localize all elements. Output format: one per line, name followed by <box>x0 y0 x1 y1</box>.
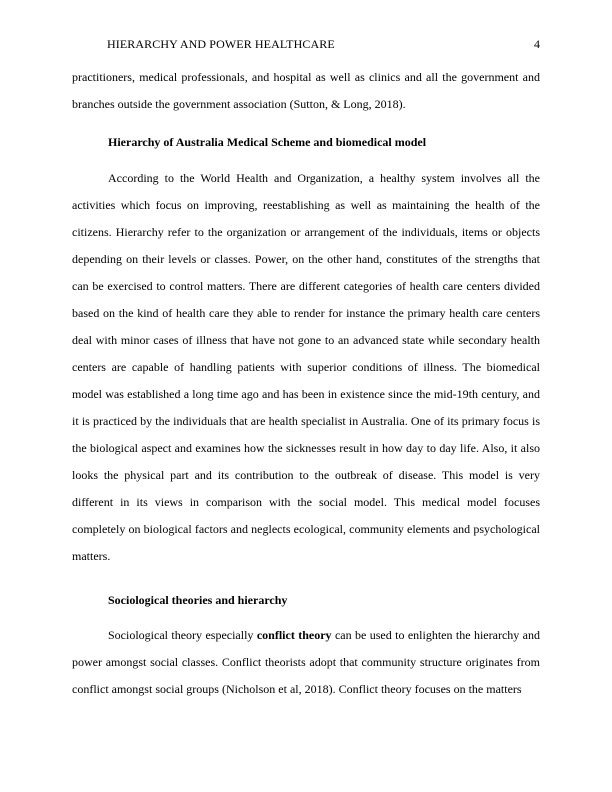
bold-term-conflict-theory: conflict theory <box>256 628 332 642</box>
page-number: 4 <box>534 37 540 51</box>
paragraph-hierarchy: According to the World Health and Organization, a healthy system involves all the activities which focus on improving, reestablishing as well as maintaining the health of the citizens. Hierarchy refer to the organization or arrangement of the individuals, items or objects depending on their levels or classes. Power, on the other hand, constitutes of the strengths that can be exercised to control matters. There are different categories of health care centers divided based on the kind of health care they able to render for instance the primary health care centers deal with minor cases of illness that have not gone to an advanced state while secondary health centers are capable of handling patients with superior conditions of illness. The biomedical model was established a long time ago and has been in existence since the mid-19th century, and it is practiced by the individuals that are health specialist in Australia. One of its primary focus is the biological aspect and examines how the sicknesses result in how day to day life. Also, it also looks the physical part and its contribution to the outbreak of disease. This model is very different in its views in comparison with the social model. This medical model focuses completely on biological factors and neglects ecological, community elements and psychological matters. <box>72 171 540 563</box>
paragraph-continued: practitioners, medical professionals, and hospital as well as clinics and all the government and branches outside the government association (Sutton, & Long, 2018). <box>72 70 540 111</box>
paragraph-sociological <box>72 622 540 703</box>
paragraph-text-after: can be used to enlighten the hierarchy and power amongst social classes. Conflict theorists adopt that community structure originates from conflict amongst social groups (Nicholson et al, 2018). Conflict theory focuses on the matters <box>72 628 540 696</box>
section-heading-sociological: Sociological theories and hierarchy <box>108 593 288 607</box>
running-head: HIERARCHY AND POWER HEALTHCARE <box>107 37 335 51</box>
paragraph-text-before: Sociological theory especially <box>108 628 257 642</box>
section-heading-hierarchy: Hierarchy of Australia Medical Scheme and biomedical model <box>108 135 427 149</box>
